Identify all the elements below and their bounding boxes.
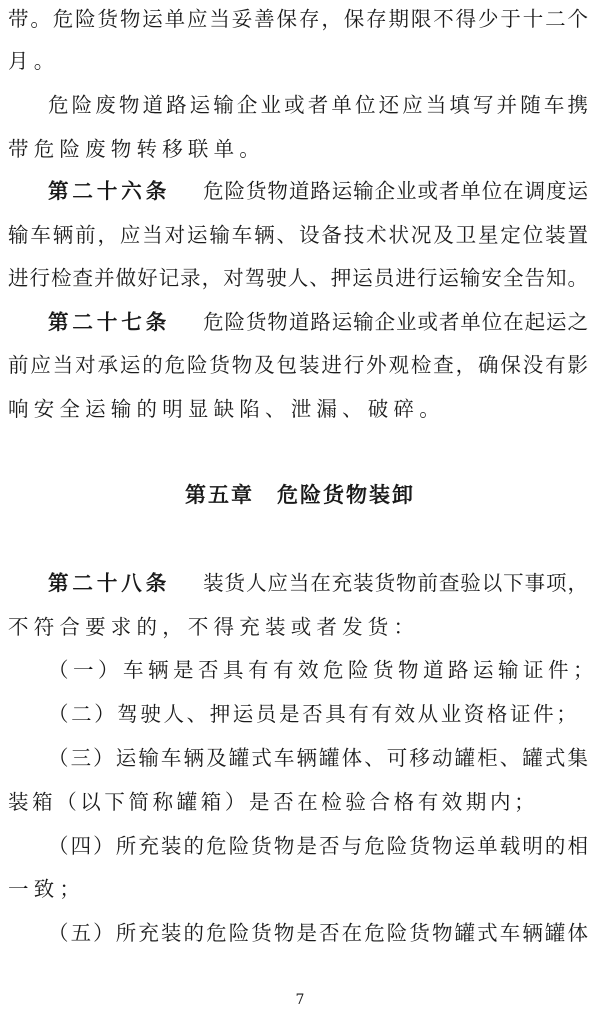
text-line: 带。危险货物运单应当妥善保存，保存期限不得少于十二个 bbox=[8, 7, 588, 31]
article-number: 第二十六条 bbox=[48, 179, 171, 203]
text-line: 危险废物道路运输企业或者单位还应当填写并随车携 bbox=[48, 93, 588, 117]
text-line: 月。 bbox=[8, 49, 60, 73]
list-item: （五）所充装的危险货物是否在危险货物罐式车辆罐体 bbox=[48, 921, 588, 945]
list-item: （一）车辆是否具有有效危险货物道路运输证件； bbox=[48, 658, 598, 682]
list-item: （三）运输车辆及罐式车辆罐体、可移动罐柜、罐式集 bbox=[48, 746, 588, 770]
text-line: 输车辆前，应当对运输车辆、设备技术状况及卫星定位装置 bbox=[8, 223, 588, 247]
article-number: 第二十七条 bbox=[48, 310, 171, 334]
article-text: 装货人应当在充装货物前查验以下事项， bbox=[203, 571, 588, 595]
chapter-heading: 第五章 危险货物装卸 bbox=[185, 483, 415, 507]
text-line: 带危险废物转移联单。 bbox=[8, 137, 265, 161]
article-text: 危险货物道路运输企业或者单位在调度运 bbox=[203, 179, 588, 203]
text-line: 一致； bbox=[8, 877, 86, 901]
page-number: 7 bbox=[295, 992, 305, 1008]
text-line: 装箱（以下简称罐箱）是否在检验合格有效期内； bbox=[8, 790, 539, 814]
article-27-first-line bbox=[48, 309, 588, 335]
article-text: 危险货物道路运输企业或者单位在起运之 bbox=[203, 310, 588, 334]
article-28-first-line bbox=[48, 570, 588, 596]
text-line: 响安全运输的明显缺陷、泄漏、破碎。 bbox=[8, 397, 445, 421]
article-number: 第二十八条 bbox=[48, 571, 171, 595]
text-line: 前应当对承运的危险货物及包装进行外观检查，确保没有影 bbox=[8, 353, 588, 377]
text-line: 进行检查并做好记录，对驾驶人、押运员进行运输安全告知。 bbox=[8, 266, 588, 290]
list-item: （四）所充装的危险货物是否与危险货物运单载明的相 bbox=[48, 834, 588, 858]
article-26-first-line bbox=[48, 178, 588, 204]
text-line: 不符合要求的，不得充装或者发货： bbox=[8, 615, 420, 639]
list-item: （二）驾驶人、押运员是否具有有效从业资格证件； bbox=[48, 702, 580, 726]
